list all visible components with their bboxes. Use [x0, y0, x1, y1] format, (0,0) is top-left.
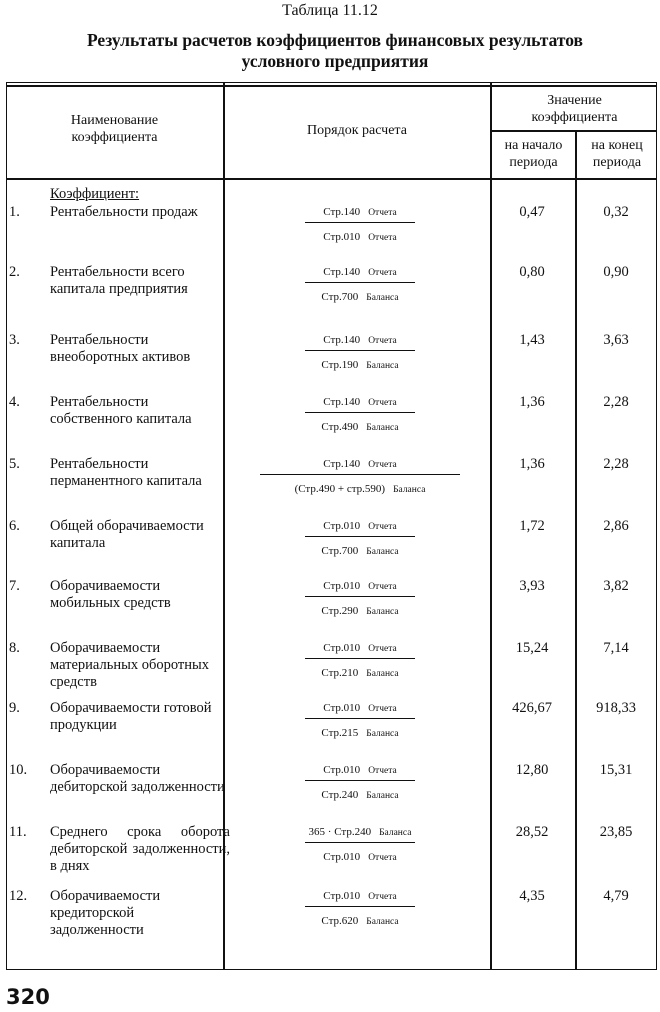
- value-subheader-rule: [490, 130, 657, 132]
- coefficient-name: Оборачиваемости кредиторской задолженности: [50, 888, 161, 938]
- value-end: 2,86: [603, 518, 629, 534]
- fraction-bar: [305, 842, 415, 843]
- fraction-bar: [305, 906, 415, 907]
- formula-numerator-text: Стр.140: [323, 334, 361, 346]
- value-start: 0,47: [519, 204, 545, 220]
- coefficient-name: Рентабельности собственного капитала: [50, 394, 192, 427]
- calc-formula: [226, 264, 494, 324]
- calc-formula: [226, 332, 494, 392]
- formula-denominator-source: Баланса: [366, 423, 399, 433]
- formula-denominator: [226, 291, 494, 305]
- value-end: 7,14: [603, 640, 629, 656]
- fraction-bar: [305, 780, 415, 781]
- calc-formula: [226, 888, 494, 948]
- value-end: 2,28: [603, 394, 629, 410]
- value-start: 0,80: [519, 264, 545, 280]
- page-number: 320: [6, 985, 50, 1009]
- formula-numerator: [226, 580, 494, 594]
- formula-denominator-text: Стр.490: [321, 421, 359, 433]
- value-end: 3,63: [603, 332, 629, 348]
- formula-denominator: [226, 789, 494, 803]
- coefficient-name: Рентабельности всего капитала предприятия: [50, 264, 188, 297]
- value-start: 12,80: [515, 762, 549, 778]
- header-start: на начало периода: [504, 138, 563, 170]
- coefficient-name: Общей оборачиваемости капитала: [50, 518, 204, 551]
- formula-denominator: [226, 915, 494, 929]
- formula-denominator-text: Стр.620: [321, 915, 359, 927]
- row-number: 11.: [9, 824, 27, 840]
- formula-denominator-text: Стр.240: [321, 789, 359, 801]
- formula-denominator-source: Баланса: [366, 361, 399, 371]
- row-number: 12.: [9, 888, 28, 904]
- value-end: 3,82: [603, 578, 629, 594]
- formula-denominator: [226, 545, 494, 559]
- fraction-bar: [305, 222, 415, 223]
- formula-numerator: [226, 266, 494, 280]
- row-number: 9.: [9, 700, 20, 716]
- header-end: на конец периода: [591, 138, 643, 170]
- formula-numerator-text: Стр.010: [323, 642, 361, 654]
- table-top-rule: [6, 85, 657, 87]
- value-start: 1,36: [519, 394, 545, 410]
- value-end: 15,31: [599, 762, 633, 778]
- formula-denominator-source: Отчета: [368, 853, 397, 863]
- formula-numerator: [226, 206, 494, 220]
- fraction-bar: [260, 474, 460, 475]
- calc-formula: [226, 700, 494, 760]
- value-end: 0,90: [603, 264, 629, 280]
- row-number: 3.: [9, 332, 20, 348]
- formula-denominator: [226, 605, 494, 619]
- formula-numerator-source: Отчета: [368, 208, 397, 218]
- fraction-bar: [305, 282, 415, 283]
- formula-numerator-source: Отчета: [368, 644, 397, 654]
- formula-denominator-source: Баланса: [366, 791, 399, 801]
- row-number: 8.: [9, 640, 20, 656]
- formula-numerator: [226, 520, 494, 534]
- formula-numerator: [226, 702, 494, 716]
- coefficient-name: Среднего срока оборота дебиторской задолженности, в днях: [50, 824, 230, 874]
- formula-denominator-text: Стр.010: [323, 851, 361, 863]
- value-end: 918,33: [596, 700, 636, 716]
- value-end: 4,79: [603, 888, 629, 904]
- coefficient-name: Рентабельности внеоборотных активов: [50, 332, 191, 365]
- table-title-line-1: Результаты расчетов коэффициентов финансовых результатов: [86, 30, 584, 50]
- row-number: 2.: [9, 264, 20, 280]
- formula-numerator-source: Отчета: [368, 460, 397, 470]
- fraction-bar: [305, 718, 415, 719]
- formula-numerator: [226, 396, 494, 410]
- formula-numerator-text: Стр.140: [323, 266, 361, 278]
- value-end: 23,85: [599, 824, 633, 840]
- value-start: 4,35: [519, 888, 545, 904]
- calc-formula: [226, 204, 494, 264]
- coefficient-name: Оборачиваемости дебиторской задолженности: [50, 762, 225, 795]
- calc-formula: [226, 394, 494, 454]
- formula-denominator-text: Стр.190: [321, 359, 359, 371]
- value-start: 15,24: [515, 640, 549, 656]
- formula-numerator: [226, 826, 494, 840]
- value-start: 3,93: [519, 578, 545, 594]
- formula-denominator-source: Отчета: [368, 233, 397, 243]
- formula-denominator-source: Баланса: [366, 293, 399, 303]
- formula-denominator-source: Баланса: [366, 729, 399, 739]
- formula-numerator: [226, 458, 494, 472]
- fraction-bar: [305, 658, 415, 659]
- formula-numerator: [226, 764, 494, 778]
- formula-denominator: [226, 483, 494, 497]
- row-number: 1.: [9, 204, 20, 220]
- formula-numerator-source: Отчета: [368, 398, 397, 408]
- formula-denominator: [226, 231, 494, 245]
- row-number: 10.: [9, 762, 28, 778]
- formula-numerator-source: Отчета: [368, 582, 397, 592]
- table-caption: Таблица 11.12: [282, 2, 378, 19]
- fraction-bar: [305, 350, 415, 351]
- coefficient-name: Оборачиваемости материальных оборотных средств: [50, 640, 209, 690]
- formula-numerator-text: Стр.010: [323, 580, 361, 592]
- formula-numerator: [226, 334, 494, 348]
- coefficient-name: Оборачиваемости мобильных средств: [50, 578, 171, 611]
- calc-formula: [226, 518, 494, 578]
- formula-numerator-text: Стр.010: [323, 702, 361, 714]
- formula-denominator-text: Стр.210: [321, 667, 359, 679]
- formula-numerator-text: Стр.140: [323, 458, 361, 470]
- row-number: 4.: [9, 394, 20, 410]
- formula-numerator-text: Стр.010: [323, 764, 361, 776]
- header-calc: Порядок расчета: [307, 123, 407, 138]
- row-number: 6.: [9, 518, 20, 534]
- fraction-bar: [305, 596, 415, 597]
- formula-denominator: [226, 851, 494, 865]
- value-start: 1,36: [519, 456, 545, 472]
- formula-numerator-text: 365 · Стр.240: [308, 826, 372, 838]
- calc-formula: [226, 640, 494, 700]
- formula-numerator: [226, 642, 494, 656]
- formula-denominator-source: Баланса: [366, 607, 399, 617]
- calc-formula: [226, 578, 494, 638]
- formula-denominator-text: Стр.700: [321, 291, 359, 303]
- formula-denominator-text: Стр.010: [323, 231, 361, 243]
- formula-denominator-text: Стр.215: [321, 727, 359, 739]
- formula-denominator: [226, 421, 494, 435]
- table-title: [10, 30, 660, 72]
- coefficient-name: Рентабельности продаж: [50, 204, 198, 220]
- formula-numerator-text: Стр.010: [323, 520, 361, 532]
- formula-denominator-source: Баланса: [366, 547, 399, 557]
- header-value: Значение коэффициента: [531, 93, 618, 125]
- value-end: 0,32: [603, 204, 629, 220]
- value-start: 426,67: [512, 700, 552, 716]
- formula-denominator: [226, 359, 494, 373]
- formula-denominator-text: Стр.700: [321, 545, 359, 557]
- formula-numerator-source: Отчета: [368, 268, 397, 278]
- formula-denominator-source: Баланса: [366, 669, 399, 679]
- formula-numerator-text: Стр.140: [323, 396, 361, 408]
- fraction-bar: [305, 536, 415, 537]
- calc-formula: [226, 762, 494, 822]
- coefficients-table: [6, 82, 657, 970]
- formula-denominator-source: Баланса: [393, 485, 426, 495]
- table-title-line-2: условного предприятия: [241, 51, 429, 71]
- formula-numerator: [226, 890, 494, 904]
- fraction-bar: [305, 412, 415, 413]
- value-end: 2,28: [603, 456, 629, 472]
- section-label: Коэффициент:: [50, 186, 140, 202]
- value-start: 1,43: [519, 332, 545, 348]
- header-name: Наименование коэффициента: [70, 113, 159, 145]
- formula-denominator-text: (Стр.490 + стр.590): [294, 483, 386, 495]
- row-number: 5.: [9, 456, 20, 472]
- calc-formula: [226, 456, 494, 516]
- formula-numerator-source: Отчета: [368, 704, 397, 714]
- formula-numerator-text: Стр.140: [323, 206, 361, 218]
- coefficient-name: Оборачиваемости готовой продукции: [50, 700, 212, 733]
- formula-numerator-source: Баланса: [379, 828, 412, 838]
- row-number: 7.: [9, 578, 20, 594]
- calc-formula: [226, 824, 494, 884]
- formula-denominator-text: Стр.290: [321, 605, 359, 617]
- formula-denominator-source: Баланса: [366, 917, 399, 927]
- formula-denominator: [226, 667, 494, 681]
- column-divider-3: [575, 130, 577, 970]
- formula-denominator: [226, 727, 494, 741]
- header-bottom-rule: [6, 178, 657, 180]
- formula-numerator-source: Отчета: [368, 522, 397, 532]
- value-start: 1,72: [519, 518, 545, 534]
- coefficient-name: Рентабельности перманентного капитала: [50, 456, 202, 489]
- formula-numerator-text: Стр.010: [323, 890, 361, 902]
- formula-numerator-source: Отчета: [368, 766, 397, 776]
- formula-numerator-source: Отчета: [368, 892, 397, 902]
- formula-numerator-source: Отчета: [368, 336, 397, 346]
- value-start: 28,52: [515, 824, 549, 840]
